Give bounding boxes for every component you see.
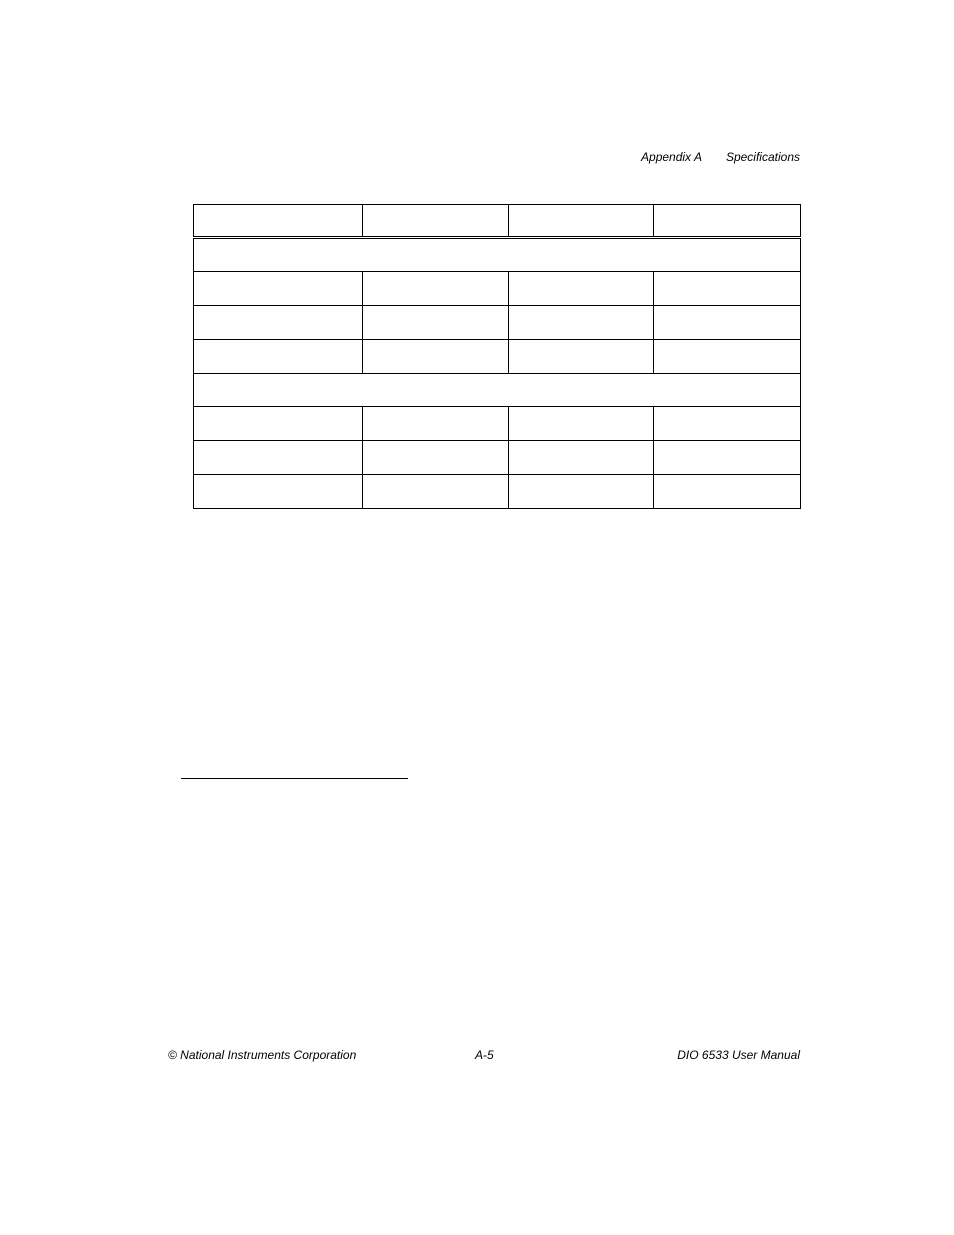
table-cell [194,340,363,374]
table-header-row [194,205,801,238]
table-cell [194,407,363,441]
table-header-cell [654,205,801,238]
table-cell [509,272,654,306]
table-cell [654,407,801,441]
table-header-cell [509,205,654,238]
footer-page-number: A-5 [475,1048,494,1062]
table-cell [363,306,509,340]
table-row [194,441,801,475]
table-row [194,272,801,306]
table-cell [363,340,509,374]
table-section-label [194,374,801,407]
table-header-cell [194,205,363,238]
table-section-label [194,238,801,272]
table-row [194,340,801,374]
table-cell [509,340,654,374]
table-row [194,407,801,441]
table-cell [194,306,363,340]
table-cell [363,441,509,475]
table-cell [363,272,509,306]
footer-copyright: © National Instruments Corporation [168,1048,357,1062]
footnote-divider [181,778,408,779]
table-cell [194,272,363,306]
header-section: Appendix A [641,150,702,164]
footer-manual-title: DIO 6533 User Manual [677,1048,800,1062]
table-cell [654,340,801,374]
table-row [194,475,801,509]
table-cell [509,407,654,441]
running-header [641,150,800,164]
table-cell [654,441,801,475]
table-cell [509,441,654,475]
table-cell [654,475,801,509]
table-cell [194,475,363,509]
table-cell [363,475,509,509]
table-section-row [194,238,801,272]
table-cell [654,306,801,340]
table-cell [509,475,654,509]
specifications-table [193,204,801,509]
table-header-cell [363,205,509,238]
table-section-row [194,374,801,407]
table-cell [363,407,509,441]
table-cell [509,306,654,340]
table-cell [654,272,801,306]
table-cell [194,441,363,475]
header-title: Specifications [725,150,800,164]
table-row [194,306,801,340]
